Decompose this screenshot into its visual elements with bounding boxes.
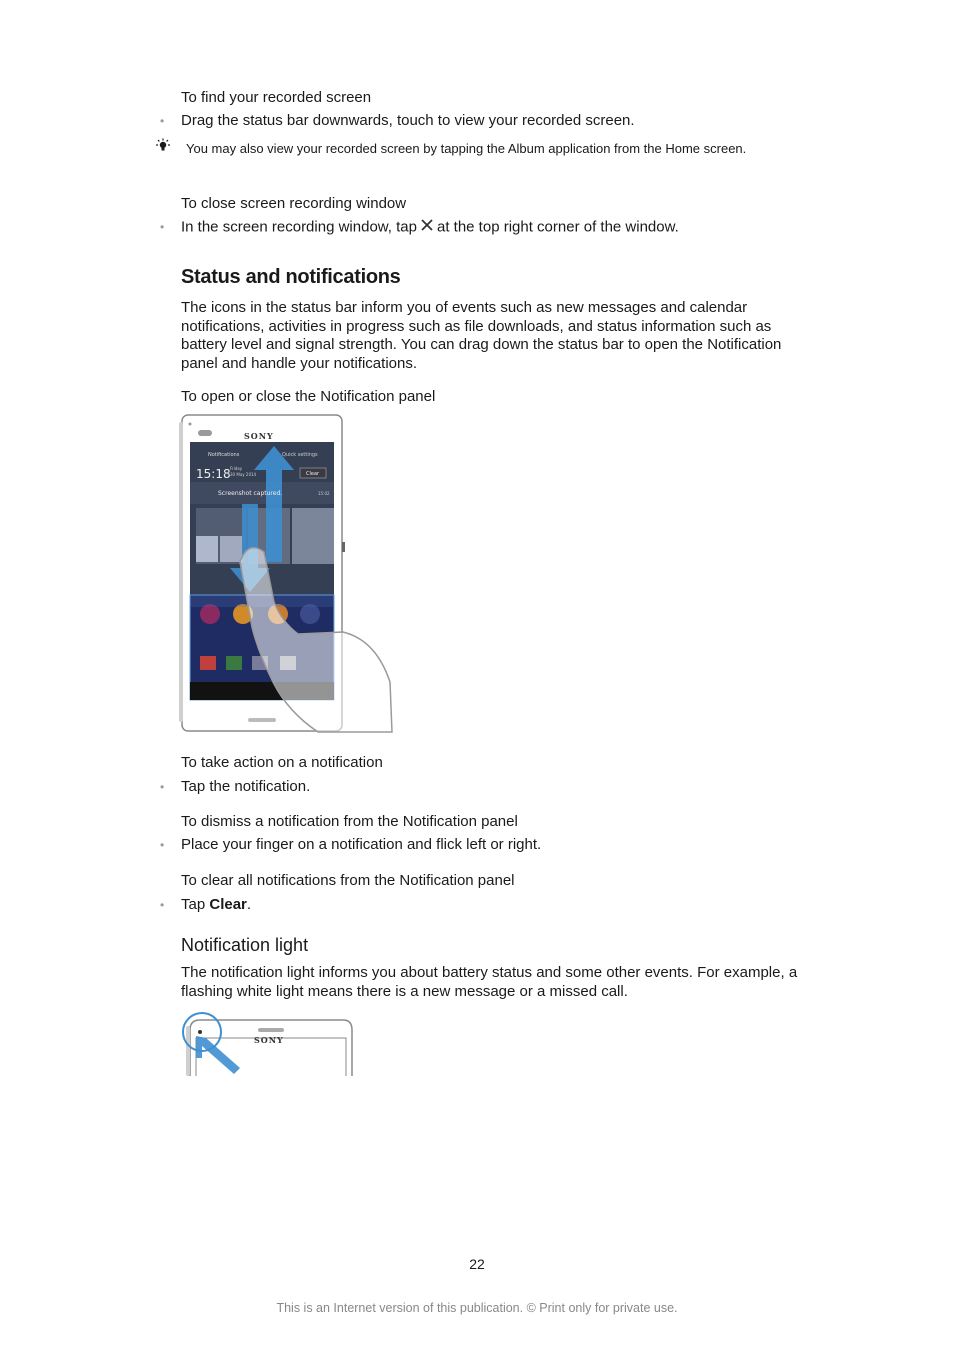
dismiss-title: To dismiss a notification from the Notification panel — [181, 813, 518, 830]
tip-text: You may also view your recorded screen by tapping the Album application from the Home screen. — [186, 141, 747, 156]
take-action-title: To take action on a notification — [181, 754, 383, 771]
lightbulb-icon — [155, 138, 171, 154]
phone-notification-illustration — [178, 412, 398, 734]
clear-all-bullet-before: Tap — [181, 896, 210, 913]
find-recorded-title: To find your recorded screen — [181, 89, 372, 106]
clear-term: Clear — [209, 896, 247, 913]
light-paragraph: The notification light informs you about battery status and some other events. For example, a flashing white light means there is a new message or a missed call. — [181, 964, 798, 1000]
status-heading: Status and notifications — [181, 266, 401, 288]
bullet-dot: • — [160, 838, 165, 852]
clear-all-title: To clear all notifications from the Notification panel — [181, 872, 515, 889]
phone-light-illustration — [178, 1008, 358, 1076]
close-window-bullet-before: In the screen recording window, tap — [181, 218, 417, 236]
panel-title: Notifications — [208, 452, 240, 458]
bullet-dot: • — [160, 220, 165, 234]
sony-logo: SONY — [254, 1035, 284, 1045]
clock: 15:18 — [196, 467, 231, 481]
bullet-dot: • — [160, 898, 165, 912]
bullet-dot: • — [160, 114, 165, 128]
open-close-title: To open or close the Notification panel — [181, 388, 436, 405]
close-window-bullet — [181, 218, 679, 237]
date: 30 May 2014 — [230, 472, 257, 477]
find-recorded-bullet: Drag the status bar downwards, touch to view your recorded screen. — [181, 112, 635, 129]
quick-settings: Quick settings — [282, 452, 318, 458]
close-window-bullet-after: at the top right corner of the window. — [436, 218, 679, 236]
clear-all-bullet-after: . — [246, 896, 252, 913]
light-heading: Notification light — [181, 935, 309, 955]
notification-text: Screenshot captured. — [218, 490, 283, 497]
date-day: Friday — [230, 466, 243, 471]
footer-text: This is an Internet version of this publication. © Print only for private use. — [276, 1301, 678, 1315]
sony-logo: SONY — [244, 431, 274, 441]
bullet-dot: • — [160, 780, 165, 794]
close-window-title: To close screen recording window — [181, 195, 407, 212]
clear-button-label: Clear — [306, 471, 320, 477]
page-number: 22 — [469, 1256, 485, 1272]
take-action-bullet: Tap the notification. — [181, 778, 311, 795]
dismiss-bullet: Place your finger on a notification and flick left or right. — [181, 836, 542, 853]
close-x-icon — [420, 218, 434, 237]
status-paragraph: The icons in the status bar inform you of events such as new messages and calendar notifications, activities in progress such as file downloads, and status information such as battery level and signal strength. You can drag down the status bar to open the Notification panel and handle your notifications. — [181, 299, 782, 372]
clear-all-bullet — [181, 896, 251, 914]
notification-time: 15:02 — [318, 491, 330, 496]
